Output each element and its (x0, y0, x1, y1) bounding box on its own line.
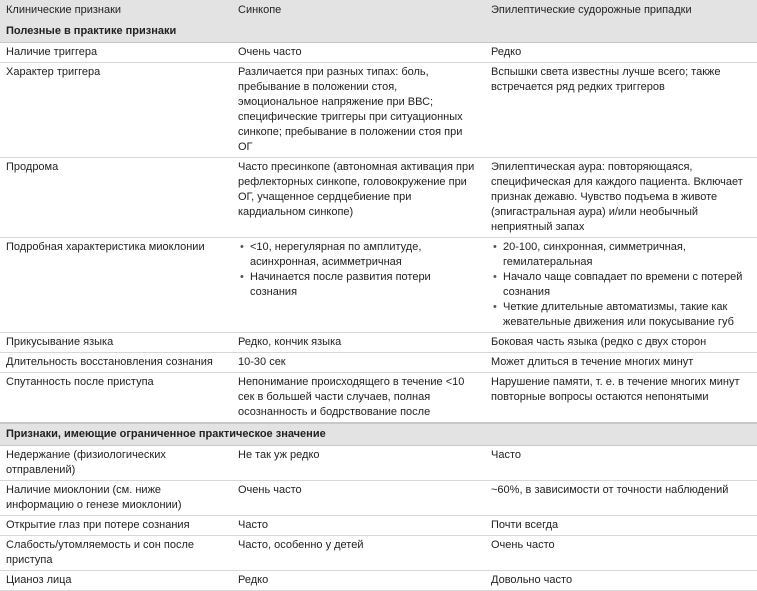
list-item: • Начало чаще совпадает по времени с потерей сознания (491, 270, 751, 300)
epilepsy-cell: ~60%, в зависимости от точности наблюдений (485, 481, 757, 516)
epilepsy-cell: Эпилептическая аура: повторяющаяся, специфическая для каждого пациента. Включает признак дежавю. Чувство подъема в животе (эпигастральная аура) и/или необычный неприятный запах (485, 158, 757, 238)
epilepsy-cell: Очень часто (485, 536, 757, 571)
sign-cell: Открытие глаз при потере сознания (0, 516, 232, 536)
sign-cell: Прикусывание языка (0, 333, 232, 353)
table-row (0, 536, 757, 571)
syncope-cell: Не так уж редко (232, 446, 485, 481)
syncope-cell: Часто, особенно у детей (232, 536, 485, 571)
syncope-bullet-list (238, 240, 479, 300)
syncope-cell: Очень часто (232, 481, 485, 516)
table-row (0, 353, 757, 373)
list-item: • Начинается после развития потери сознания (238, 270, 479, 300)
section-header (0, 423, 757, 446)
syncope-cell: Очень часто (232, 43, 485, 63)
table-row (0, 63, 757, 158)
syncope-cell: Часто пресинкопе (автономная активация при рефлекторных синкопе, головокружение при ОГ, учащенное сердцебиение при кардиальном синкопе) (232, 158, 485, 238)
header-epilepsy: Эпилептические судорожные припадки (485, 0, 757, 21)
sign-cell: Цианоз лица (0, 571, 232, 591)
table-row (0, 571, 757, 591)
sign-cell: Длительность восстановления сознания (0, 353, 232, 373)
epilepsy-cell: Часто (485, 446, 757, 481)
epilepsy-cell: Нарушение памяти, т. е. в течение многих минут повторные вопросы остаются непонятыми (485, 373, 757, 424)
epilepsy-cell: Боковая часть языка (редко с двух сторон (485, 333, 757, 353)
syncope-cell: 10-30 сек (232, 353, 485, 373)
table-row (0, 158, 757, 238)
table-row (0, 373, 757, 424)
header-syncope: Синкопе (232, 0, 485, 21)
section-header (0, 21, 757, 43)
epilepsy-cell: Довольно часто (485, 571, 757, 591)
table-row (0, 238, 757, 333)
epilepsy-cell: Может длиться в течение многих минут (485, 353, 757, 373)
syncope-cell: Непонимание происходящего в течение <10 сек в большей части случаев, полная осознанность и бодрствование после (232, 373, 485, 424)
epilepsy-bullet-list (491, 240, 751, 330)
syncope-cell (232, 238, 485, 333)
epilepsy-cell: Редко (485, 43, 757, 63)
sign-cell: Спутанность после приступа (0, 373, 232, 424)
table-row (0, 446, 757, 481)
epilepsy-cell: Почти всегда (485, 516, 757, 536)
sign-cell: Слабость/утомляемость и сон после приступа (0, 536, 232, 571)
sign-cell: Недержание (физиологических отправлений) (0, 446, 232, 481)
epilepsy-cell: Вспышки света известны лучше всего; также встречается ряд редких триггеров (485, 63, 757, 158)
syncope-cell: Редко, кончик языка (232, 333, 485, 353)
list-item: • <10, нерегулярная по амплитуде, асинхронная, асимметричная (238, 240, 479, 270)
syncope-cell: Часто (232, 516, 485, 536)
epilepsy-cell (485, 238, 757, 333)
section-title: Признаки, имеющие ограниченное практическое значение (0, 423, 757, 446)
sign-cell: Продрома (0, 158, 232, 238)
syncope-cell: Редко (232, 571, 485, 591)
sign-cell: Характер триггера (0, 63, 232, 158)
header-clinical-signs: Клинические признаки (0, 0, 232, 21)
sign-cell: Наличие миоклонии (см. ниже информацию о генезе миоклонии) (0, 481, 232, 516)
table-header-row (0, 0, 757, 21)
table-row (0, 43, 757, 63)
table-row (0, 516, 757, 536)
syncope-cell: Различается при разных типах: боль, пребывание в положении стоя, эмоциональное напряжение при ВВС; специфические триггеры при ситуационных синкопе; пребывание в положении стоя при ОГ (232, 63, 485, 158)
list-item: • Четкие длительные автоматизмы, такие как жевательные движения или покусывание губ (491, 300, 751, 330)
table-row (0, 333, 757, 353)
sign-cell: Подробная характеристика миоклонии (0, 238, 232, 333)
table-row (0, 481, 757, 516)
section-title: Полезные в практике признаки (0, 21, 757, 43)
list-item: • 20-100, синхронная, симметричная, гемилатеральная (491, 240, 751, 270)
sign-cell: Наличие триггера (0, 43, 232, 63)
